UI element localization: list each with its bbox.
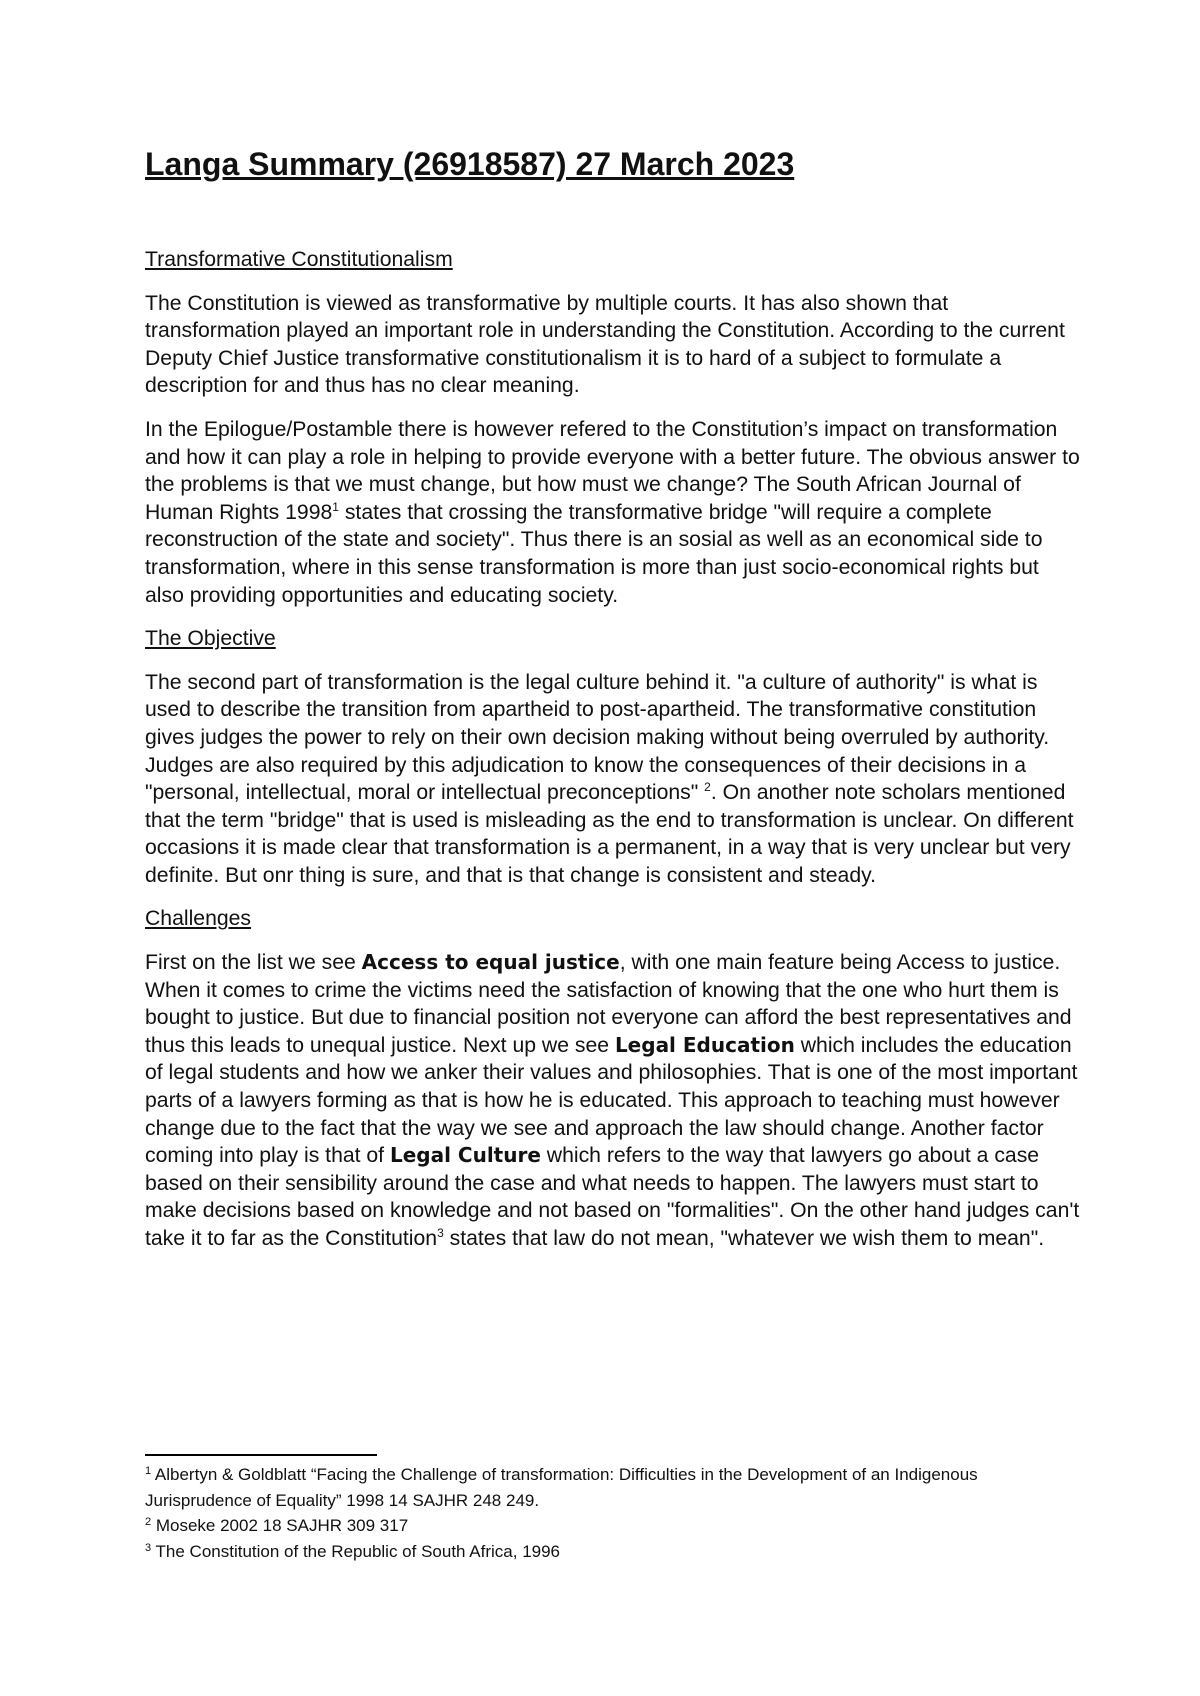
footnote-number: 2 <box>145 1516 152 1528</box>
paragraph-text: The second part of transformation is the legal culture behind it. "a culture of authority" is what is used to describe the transition from apartheid to post-apartheid. The transformative constitution gives judges the power to rely on their own decision making without being overruled by authority. Judges are also required by this adjudication to know the consequences of their decisions in a "personal, intellectual, moral or intellectual preconceptions" <box>145 670 1050 805</box>
footnote-number: 1 <box>145 1465 152 1477</box>
bold-term: Access to equal justice <box>361 950 620 975</box>
footnote <box>145 1462 1080 1513</box>
paragraph <box>145 416 1080 609</box>
paragraph-text: which includes the education of legal students and how we anker their values and philosophies. That is one of the most important parts of a lawyers forming as that is how he is educated. This approach to teaching must however change due to the fact that the way we see and approach the law should change. Another factor coming into play is that of <box>145 1033 1078 1168</box>
footnotes <box>145 1462 1080 1564</box>
paragraph-text: , with one main feature being Access to justice. When it comes to crime the victims need the satisfaction of knowing that the one who hurt them is bought to justice. But due to financial position not everyone can afford the best representatives and thus this leads to unequal justice. Next up we see <box>145 951 1072 1057</box>
section-heading-transformative-constitutionalism: Transformative Constitutionalism <box>145 248 453 271</box>
paragraph: The Constitution is viewed as transformative by multiple courts. It has also shown that transformation played an important role in understanding the Constitution. According to the current Deputy Chief Justice transformative constitutionalism it is to hard of a subject to formulate a description for and thus has no clear meaning. <box>145 291 1065 398</box>
footnote-text: The Constitution of the Republic of South Africa, 1996 <box>151 1541 561 1561</box>
paragraph-text: states that crossing the transformative bridge "will require a complete reconstruction of the state and society". Thus there is an sosial as well as an economical side to transformation, where in this sense transformation is more than just socio-economical rights but also providing opportunities and educating society. <box>145 500 1043 607</box>
footnote-text: Moseke 2002 18 SAJHR 309 317 <box>151 1516 409 1535</box>
footnote-separator <box>145 1454 377 1456</box>
paragraph-text: states that law do not mean, "whatever we wish them to mean". <box>443 1227 1045 1250</box>
bold-term: Legal Culture <box>389 1143 541 1168</box>
paragraph <box>145 949 1080 1253</box>
paragraph-text: First on the list we see <box>145 951 362 975</box>
footnote-text: Albertyn & Goldblatt “Facing the Challenge of transformation: Difficulties in the Development of an Indigenous Jurisprudence of Equality” 1998 14 SAJHR 248 249. <box>145 1465 978 1510</box>
paragraph-text: In the Epilogue/Postamble there is however refered to the Constitution’s impact on transformation and how it can play a role in helping to provide everyone with a better future. The obvious answer to the problems is that we must change, but how must we change? The South African Journal of Human Rights 1998 <box>145 417 1080 524</box>
footnote <box>145 1539 1080 1565</box>
footnote-reference[interactable]: 1 <box>332 499 339 514</box>
bold-term: Legal Education <box>614 1032 795 1057</box>
footnote <box>145 1513 1080 1539</box>
section-heading-challenges: Challenges <box>145 907 252 931</box>
document-title: Langa Summary (26918587) 27 March 2023 <box>145 146 795 182</box>
paragraph <box>145 669 1080 890</box>
paragraph-text: . On another note scholars mentioned that the term "bridge" that is used is misleading as the end to transformation is unclear. On different occasions it is made clear that transformation is a permanent, in a way that is very unclear but very definite. But onr thing is sure, and that is that change is consistent and steady. <box>145 781 1074 887</box>
paragraph-text: which refers to the way that lawyers go about a case based on their sensibility around the case and what needs to happen. The lawyers must start to make decisions based on knowledge and not based on "formalities". On the other hand judges can't take it to far as the Constitution <box>145 1144 1080 1250</box>
footnote-number: 3 <box>145 1541 152 1554</box>
document-body <box>145 246 1080 1269</box>
footnote-reference[interactable]: 3 <box>437 1226 444 1240</box>
footnote-reference[interactable]: 2 <box>704 780 711 795</box>
section-heading-the-objective: The Objective <box>145 627 276 651</box>
